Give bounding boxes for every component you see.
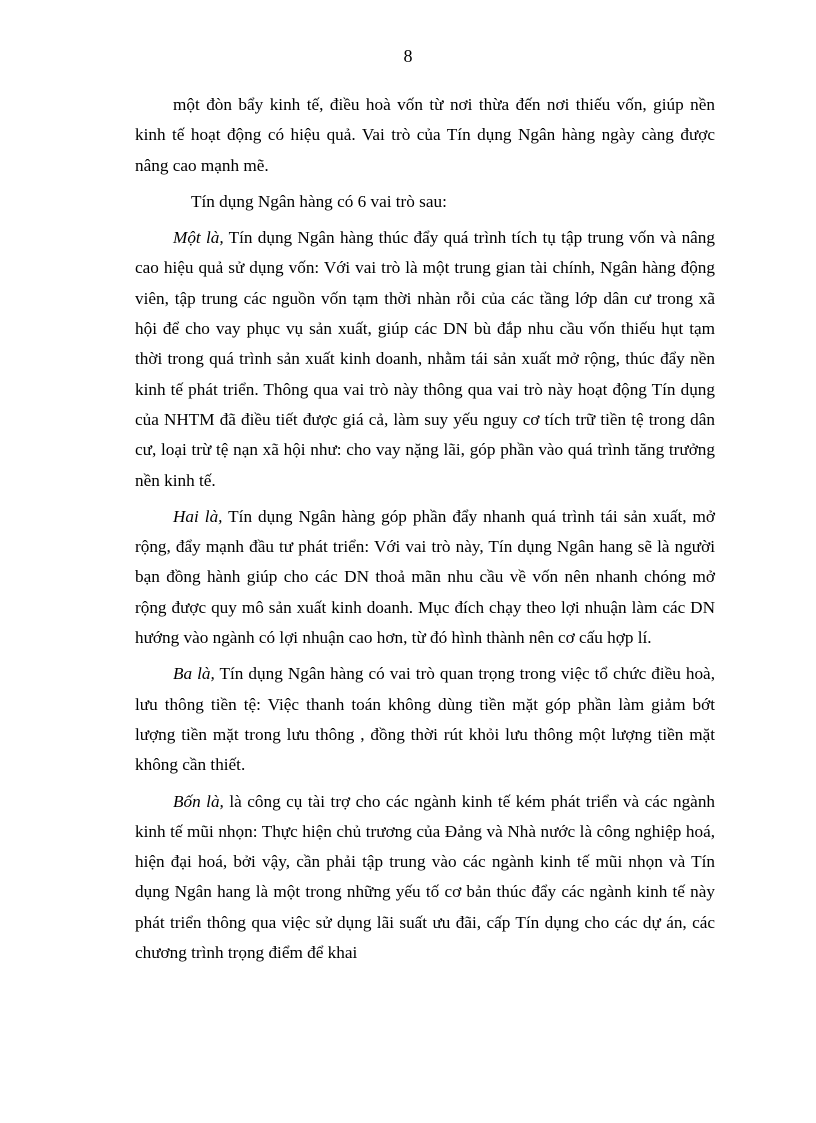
page-number: 8: [403, 46, 413, 66]
paragraph-role-three: [135, 659, 715, 780]
paragraph-role-two: [135, 502, 715, 653]
paragraph-text: là công cụ tài trợ cho các ngành kinh tế kém phát triển và các ngành kinh tế mũi nhọn: Thực hiện chủ trương của Đảng và Nhà nước là công nghiệp hoá, hiện đại hoá, bởi vậy, cần phải tập trung vào các ngành kinh tế mũi nhọn và Tín dụng Ngân hang là một trong những yếu tố cơ bản thúc đẩy các ngành kinh tế này phát triển thông qua việc sử dụng lãi suất ưu đãi, cấp Tín dụng cho các dự án, các chương trình trọng điểm để khai: [135, 791, 716, 963]
paragraph-lead: Hai là,: [173, 506, 223, 526]
paragraph-lead: Ba là,: [173, 664, 215, 684]
paragraph-text: một đòn bẩy kinh tế, điều hoà vốn từ nơi thừa đến nơi thiếu vốn, giúp nền kinh tế hoạt động có hiệu quả. Vai trò của Tín dụng Ngân hàng ngày càng được nâng cao mạnh mẽ.: [135, 95, 715, 175]
paragraph-text: Tín dụng Ngân hàng góp phần đẩy nhanh quá trình tái sản xuất, mở rộng, đẩy mạnh đầu tư phát triển: Với vai trò này, Tín dụng Ngân hang sẽ là người bạn đồng hành giúp cho các DN thoả mãn nhu cầu về vốn nên nhanh chóng mở rộng được quy mô sản xuất kinh doanh. Mục đích chạy theo lợi nhuận làm các DN hướng vào ngành có lợi nhuận cao hơn, từ đó hình thành nên cơ cấu hợp lí.: [135, 506, 715, 648]
body-text: [135, 90, 715, 974]
paragraph-text: Tín dụng Ngân hàng thúc đẩy quá trình tích tụ tập trung vốn và nâng cao hiệu quả sử dụng vốn: Với vai trò là một trung gian tài chính, Ngân hàng động viên, tập trung các nguồn vốn tạm thời nhàn rỗi của các tầng lớp dân cư trong xã hội để cho vay phục vụ sản xuất, giúp các DN bù đắp nhu cầu vốn thiếu hụt tạm thời trong quá trình sản xuất kinh doanh, nhằm tái sản xuất mở rộng, thúc đẩy nền kinh tế phát triển. Thông qua vai trò này thông qua vai trò này hoạt động Tín dụng của NHTM đã điều tiết được giá cả, làm suy yếu nguy cơ tích trữ tiền tệ trong dân cư, loại trừ tệ nạn xã hội như: cho vay nặng lãi, góp phần vào quá trình tăng trưởng nền kinh tế.: [135, 228, 715, 490]
paragraph-role-four: [135, 787, 715, 969]
paragraph-text: Tín dụng Ngân hàng có vai trò quan trọng trong việc tổ chức điều hoà, lưu thông tiền tệ: Việc thanh toán không dùng tiền mặt góp phần làm giảm bớt lượng tiền mặt trong lưu thông , đồng thời rút khỏi lưu thông một lượng tiền mặt không cần thiết.: [135, 664, 715, 775]
paragraph-text: Tín dụng Ngân hàng có 6 vai trò sau:: [191, 191, 447, 211]
paragraph-lead: Một là,: [173, 228, 224, 248]
paragraph-lead: Bốn là,: [173, 791, 224, 811]
paragraph-intro: [135, 90, 715, 181]
paragraph-six-roles: [135, 187, 715, 217]
paragraph-role-one: [135, 223, 715, 496]
